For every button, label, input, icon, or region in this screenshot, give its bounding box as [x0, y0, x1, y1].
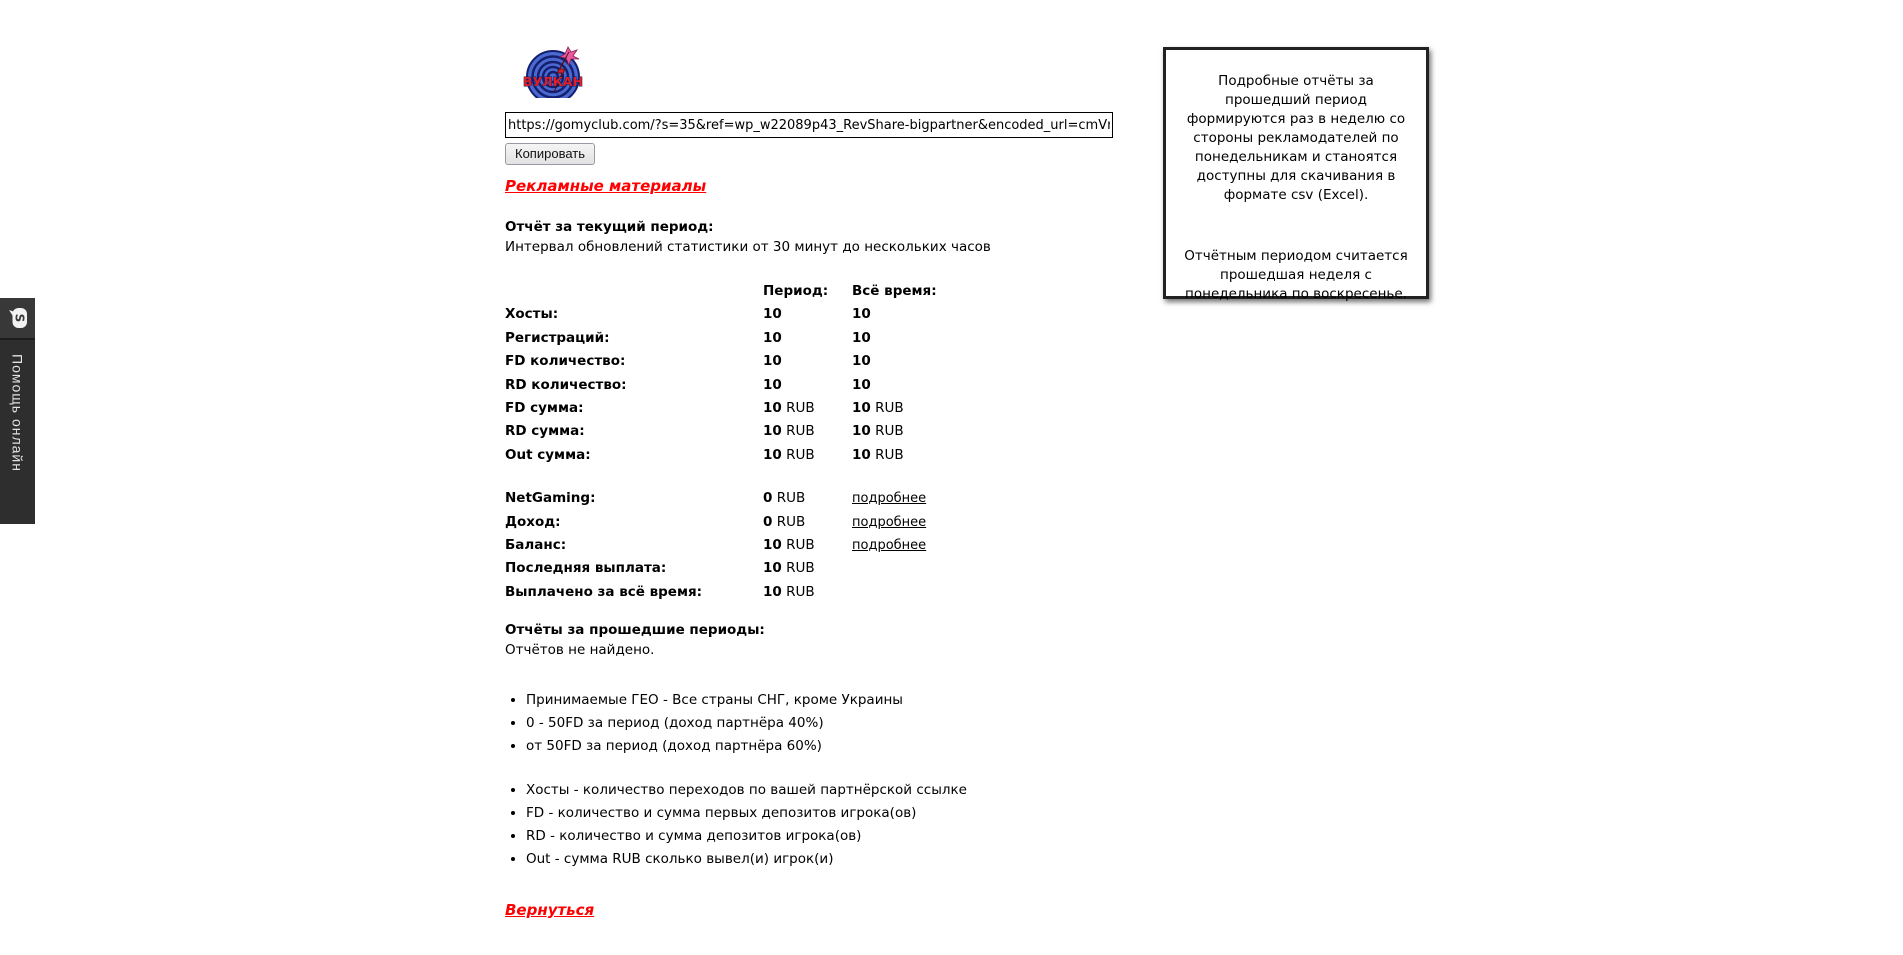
back-link[interactable]: Вернуться — [505, 901, 595, 920]
reports-info-box — [1163, 47, 1429, 302]
table-row: RD сумма: 10 RUB 10 RUB — [505, 423, 904, 440]
past-reports-heading: Отчёты за прошедшие периоды: — [505, 622, 765, 639]
chat-bubble-icon — [8, 307, 28, 329]
online-help-tab[interactable] — [0, 298, 35, 524]
table-row: Выплачено за всё время: 10 RUB — [505, 583, 815, 600]
table-row: Регистраций: 10 10 — [505, 329, 871, 346]
table-row: Доход: 0 RUB подробнее — [505, 513, 927, 530]
list-item: • Хосты - количество переходов по вашей партнёрской ссылке — [526, 782, 1145, 798]
list-item: • от 50FD за период (доход партнёра 60%) — [526, 738, 1145, 754]
main-content — [505, 46, 1145, 919]
help-tab-label: Помощь онлайн — [9, 354, 26, 472]
list-item: • 0 - 50FD за период (доход партнёра 40%) — [526, 715, 1145, 731]
vulkan-logo — [521, 46, 585, 98]
table-row: FD сумма: 10 RUB 10 RUB — [505, 399, 904, 416]
current-period-heading: Отчёт за текущий период: — [505, 219, 714, 235]
table-row: Баланс: 10 RUB подробнее — [505, 536, 927, 553]
copy-url-button[interactable]: Копировать — [505, 143, 595, 165]
details-link[interactable]: подробнее — [852, 537, 927, 553]
glossary-list — [505, 782, 1145, 867]
period-column-header: Период: — [763, 283, 829, 299]
stats-table — [505, 283, 1145, 470]
update-interval-note: Интервал обновлений статистики от 30 минут до нескольких часов — [505, 239, 991, 255]
table-row: RD количество: 10 10 — [505, 376, 871, 393]
past-reports-empty: Отчётов не найдено. — [505, 642, 655, 659]
list-item: • Принимаемые ГЕО - Все страны СНГ, кроме Украины — [526, 692, 1145, 708]
details-link[interactable]: подробнее — [852, 491, 927, 507]
list-item: • RD - количество и сумма депозитов игрока(ов) — [526, 828, 1145, 844]
list-item: • FD - количество и сумма первых депозитов игрока(ов) — [526, 805, 1145, 821]
vulkan-logo-icon — [521, 46, 585, 98]
promo-materials-link[interactable]: Рекламные материалы — [505, 177, 707, 195]
info-paragraph-2: Отчётным периодом считается прошедшая неделя с понедельника по воскресенье. — [1184, 248, 1408, 302]
svg-text:ВУЛКАН: ВУЛКАН — [523, 74, 583, 89]
stats-header-row — [505, 283, 1145, 306]
table-row: FD количество: 10 10 — [505, 353, 871, 370]
table-row: NetGaming: 0 RUB подробнее — [505, 490, 927, 507]
referral-url-input[interactable] — [505, 112, 1113, 138]
info-paragraph-1: Подробные отчёты за прошедший период формируются раз в неделю со стороны рекламодателей по понедельникам и станоятся доступны для скачивания в формате csv (Excel). — [1186, 73, 1406, 203]
summary-table — [505, 490, 1145, 607]
details-link[interactable]: подробнее — [852, 514, 927, 530]
table-row: Хосты: 10 10 — [505, 306, 871, 323]
chat-icon-cell[interactable] — [0, 298, 35, 340]
list-item: • Out - сумма RUB сколько вывел(и) игрок(и) — [526, 851, 1145, 867]
alltime-column-header: Всё время: — [852, 283, 937, 299]
table-row: Последняя выплата: 10 RUB — [505, 560, 815, 577]
geo-terms-list — [505, 692, 1145, 754]
table-row: Out сумма: 10 RUB 10 RUB — [505, 446, 904, 463]
svg-text:S: S — [12, 313, 26, 323]
